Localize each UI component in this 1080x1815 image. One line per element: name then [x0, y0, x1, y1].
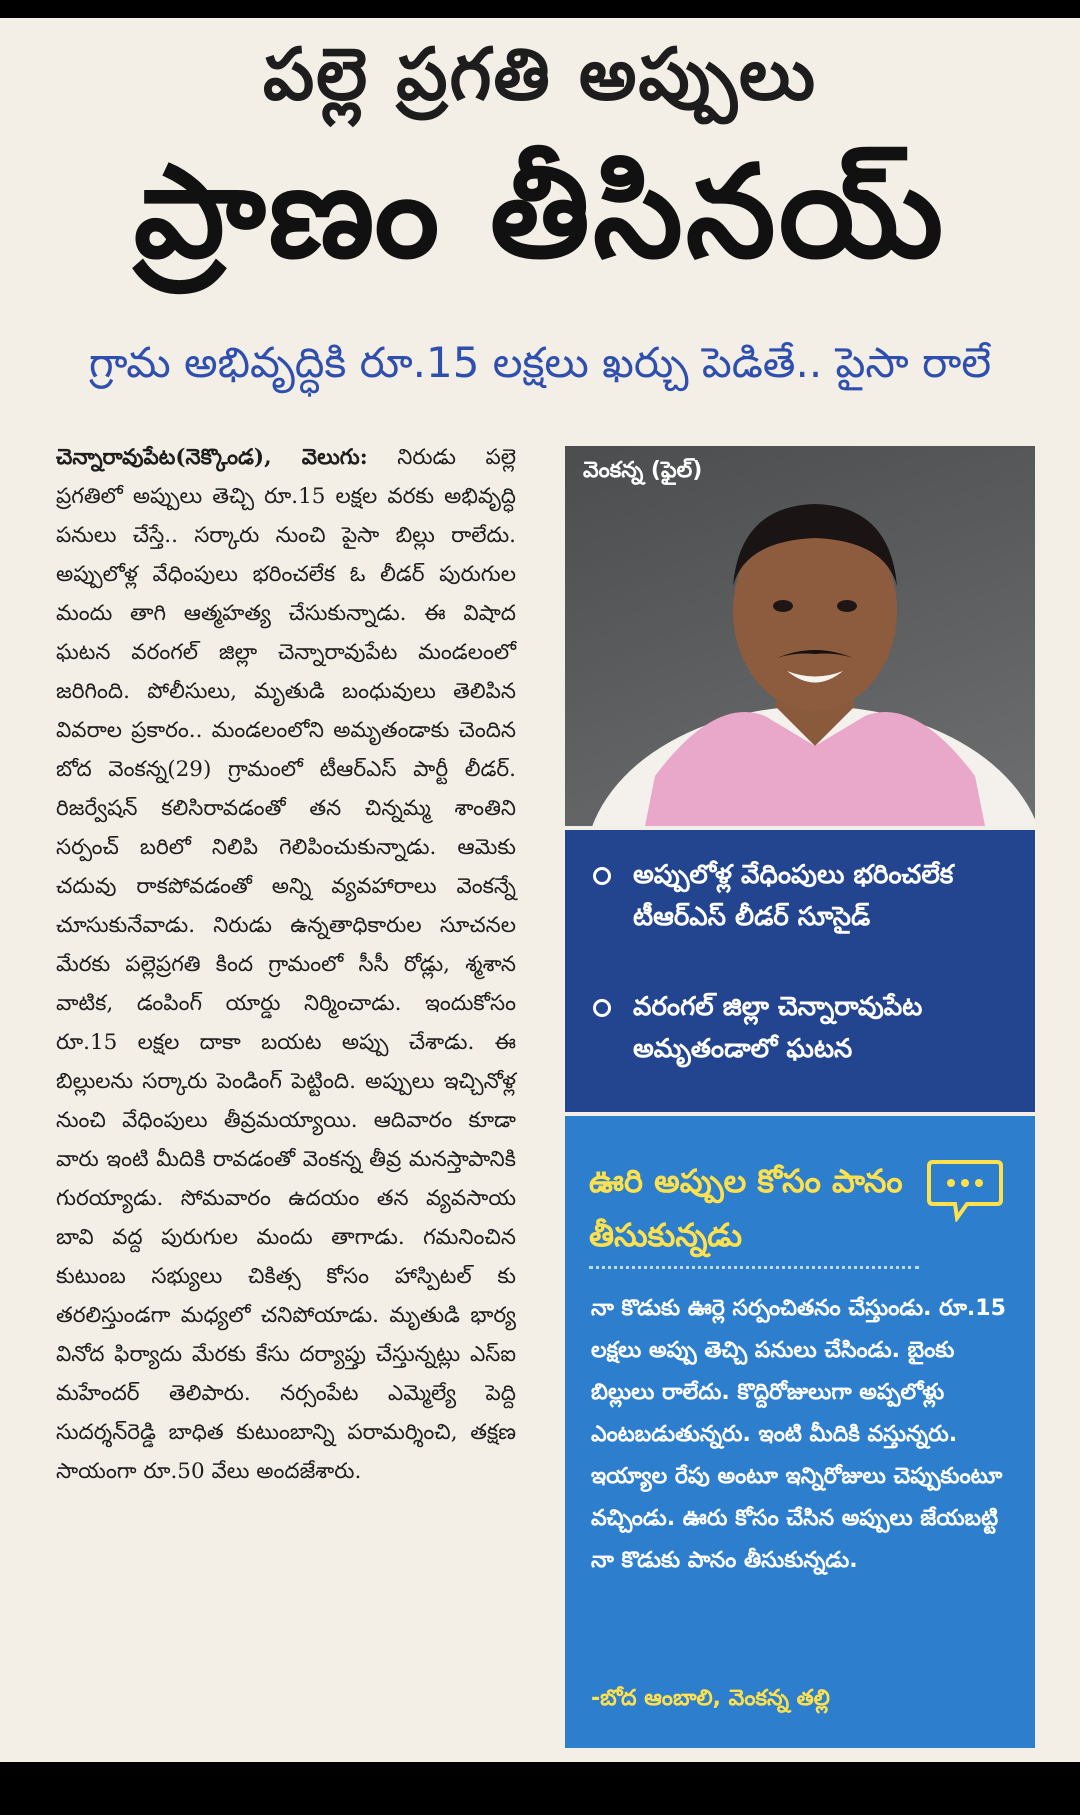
quote-text: నా కొడుకు ఊర్లె సర్పంచితనం చేస్తుండు. రూ.15 లక్షలు అప్పు తెచ్చి పనులు చేసిండు. బైంకు బిల్లులు రాలేదు. కొద్దిరోజులుగా అప్పలోళ్లు ఎంటబడుతున్నరు. ఇంటి మీదికి వస్తున్నరు. ఇయ్యాల రేపు అంటూ ఇన్నిరోజులు చెప్పుకుంటూ వచ్చిండు. ఊరు కోసం చేసిన అప్పులు జేయబట్టి నా కొడుకు పానం తీసుకున్నడు. [591, 1296, 1006, 1573]
portrait-photo [565, 446, 1035, 826]
quote-attribution: -బోద ఆంబాలి, వెంకన్న తల్లి [591, 1686, 830, 1711]
portrait-illustration [565, 446, 1035, 826]
kicker-headline: పల్లె ప్రగతి అప్పులు [262, 32, 818, 116]
sub-headline: గ్రామ అభివృద్ధికి రూ.15 లక్షలు ఖర్చు పెడితే.. పైసా రాలే [88, 338, 992, 387]
quote-heading: ఊరి అప్పుల కోసం పానం తీసుకున్నడు [589, 1162, 903, 1254]
quote-box [565, 1116, 1035, 1748]
main-headline: ప్రాణం తీసినయ్ [133, 138, 947, 287]
highlight-item: వరంగల్ జిల్లా చెన్నారావుపేట అమృతండాలో ఘటన [593, 986, 1013, 1070]
article-body [56, 438, 516, 1758]
photo-caption: వెంకన్న (ఫైల్) [583, 458, 703, 483]
newspaper-clipping [0, 18, 1080, 1762]
speech-bubble-icon [927, 1158, 1003, 1222]
circle-bullet-icon [593, 867, 611, 885]
article-text: నిరుడు పల్లె ప్రగతిలో అప్పులు తెచ్చి రూ.15 లక్షల వరకు అభివృద్ధి పనులు చేస్తే.. సర్కారు నుంచి పైసా బిల్లు రాలేదు. అప్పులోళ్ల వేధింపులు భరించలేక ఓ లీడర్ పురుగుల మందు తాగి ఆత్మహత్య చేసుకున్నాడు. ఈ విషాద ఘటన వరంగల్ జిల్లా చెన్నారావుపేట మండలంలో జరిగింది. పోలీసులు, మృతుడి బంధువులు తెలిపిన వివరాల ప్రకారం.. మండలంలోని అమృతండాకు చెందిన బోద వెంకన్న(29) గ్రామంలో టీఆర్ఎస్ పార్టీ లీడర్. రిజర్వేషన్ కలిసిరావడంతో తన చిన్నమ్మ శాంతిని సర్పంచ్ బరిలో నిలిపి గెలిపించుకున్నాడు. ఆమెకు చదువు రాకపోవడంతో అన్ని వ్యవహారాలు వెంకన్నే చూసుకునేవాడు. నిరుడు ఉన్నతాధికారుల సూచనల మేరకు పల్లెప్రగతి కింద గ్రామంలో సీసీ రోడ్లు, శ్మశాన వాటిక, డంపింగ్ యార్డు నిర్మించాడు. ఇందుకోసం రూ.15 లక్షల దాకా బయట అప్పు చేశాడు. ఈ బిల్లులను సర్కారు పెండింగ్ పెట్టింది. అప్పులు ఇచ్చినోళ్ల నుంచి వేధింపులు తీవ్రమయ్యాయి. ఆదివారం కూడా వారు ఇంటి మీదికి రావడంతో వెంకన్న తీవ్ర మనస్తాపానికి గురయ్యాడు. సోమవారం ఉదయం తన వ్యవసాయ బావి వద్ద పురుగుల మందు తాగాడు. గమనించిన కుటుంబ సభ్యులు చికిత్స కోసం హాస్పిటల్ కు తరలిస్తుండగా మధ్యలో చనిపోయాడు. మృతుడి భార్య వినోద ఫిర్యాదు మేరకు కేసు దర్యాప్తు చేస్తున్నట్లు ఎస్ఐ మహేందర్ తెలిపారు. నర్సంపేట ఎమ్మెల్యే పెద్ది సుదర్శన్‌రెడ్డి బాధిత కుటుంబాన్ని పరామర్శించి, తక్షణ సాయంగా రూ.50 వేలు అందజేశారు. [56, 445, 517, 1484]
dateline: చెన్నారావుపేట(నెక్కొండ), వెలుగు: [56, 445, 368, 470]
circle-bullet-icon [593, 999, 611, 1017]
highlight-item: అప్పులోళ్ల వేధింపులు భరించలేక టీఆర్ఎస్ లీడర్ సూసైడ్ [593, 854, 1013, 938]
highlights-box [565, 830, 1035, 1112]
divider [589, 1266, 919, 1275]
